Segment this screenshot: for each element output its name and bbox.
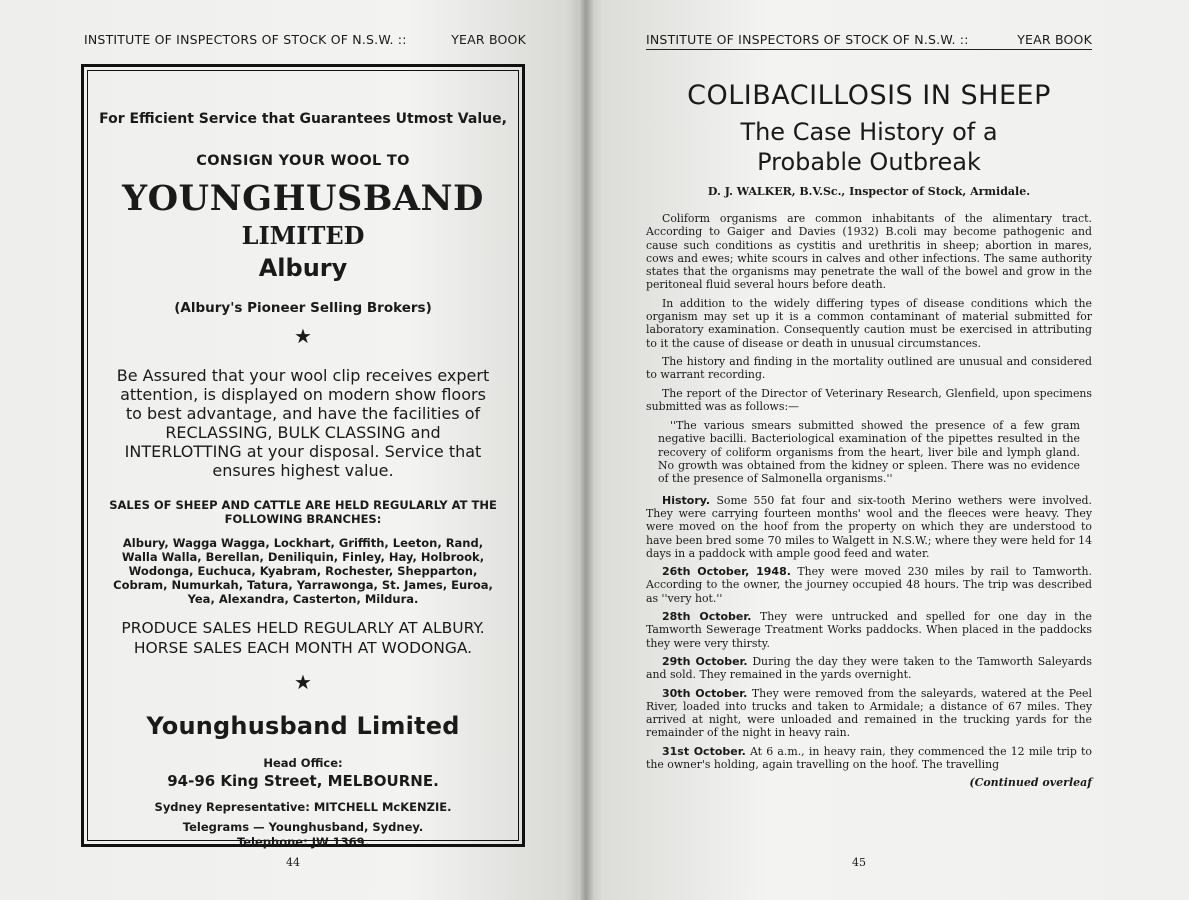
paragraph-lead: 31st October. — [662, 744, 746, 758]
ad-branches-list: Albury, Wagga Wagga, Lockhart, Griffith, Leeton, Rand, Walla Walla, Berellan, Deniliquin, Finley, Hay, Holbrook, Wodonga, Euchuca, Kyabram, Rochester, Shepparton, Cobram, Numurkah, Tatura, Yarrawonga, St. James, Euroa, Yea, Alexandra, Casterton, Mildura. — [113, 536, 493, 606]
ad-town: Albury — [258, 254, 348, 282]
paragraph: Coliform organisms are common inhabitants of the alimentary tract. According to Gaiger and Davies (1932) B.coli may become pathogenic and cause such conditions as cystitis and urethritis in sheep; abortion in mares, cows and ewes; white scours in calves and other infections. The same authority states that the organisms may penetrate the wall of the bowel and grow in the peritoneal fluid several hours before death. — [646, 212, 1092, 292]
article-body — [646, 212, 1092, 771]
ad-limited: LIMITED — [241, 221, 365, 250]
ad-company-name: YOUNGHUSBAND — [122, 178, 484, 219]
paragraph-date-entry — [646, 610, 1092, 650]
paragraph-text: Some 550 fat four and six-tooth Merino wethers were involved. They were carrying fourteen months' wool and the fleeces were heavy. They were moved on the hoof from the property on which they are understood to have been bred some 70 miles to Walgett in N.S.W.; where they were held for 14 days in a paddock with ample good feed and water. — [646, 493, 1092, 560]
paragraph-history — [646, 494, 1092, 560]
ad-produce-line-2: HORSE SALES EACH MONTH AT WODONGA. — [133, 639, 473, 657]
ad-sales-heading: SALES OF SHEEP AND CATTLE ARE HELD REGULARLY AT THE FOLLOWING BRANCHES: — [109, 498, 497, 526]
star-icon: ★ — [294, 670, 312, 694]
block-quote: ''The various smears submitted showed the presence of a few gram negative bacilli. Bacteriological examination of the pipettes resulted in the recovery of coliform organisms from the heart, liver bile and lymph gland. No growth was obtained from the kidney or spleen. There was no evidence of the presence of Salmonella organisms.'' — [658, 419, 1080, 486]
ad-pioneer-line: (Albury's Pioneer Selling Brokers) — [174, 300, 432, 316]
ad-body-text: Be Assured that your wool clip receives expert attention, is displayed on modern show floors to best advantage, and have the facilities of RECLASSING, BULK CLASSING and INTERLOTTING at your disposal. Service that ensures highest value. — [116, 366, 490, 480]
running-head-yearbook: YEAR BOOK — [1017, 32, 1092, 47]
article — [646, 70, 1092, 789]
article-subtitle-line-1: The Case History of a — [740, 118, 998, 146]
page-number-left: 44 — [286, 856, 300, 869]
running-head-yearbook: YEAR BOOK — [451, 32, 526, 47]
paragraph-text: At 6 a.m., in heavy rain, they commenced the 12 mile trip to the owner's holding, again travelling on the hoof. The travelling — [646, 744, 1092, 771]
paragraph: The history and finding in the mortality outlined are unusual and considered to warrant recording. — [646, 354, 1092, 382]
ad-consign-line: CONSIGN YOUR WOOL TO — [196, 153, 410, 169]
paragraph-lead: 30th October. — [662, 686, 748, 700]
ad-telegrams: Telegrams — Younghusband, Sydney. — [182, 820, 424, 834]
advertisement — [81, 64, 525, 847]
ad-head-office-label: Head Office: — [263, 756, 343, 770]
paragraph-lead: History. — [662, 493, 711, 507]
paragraph: The report of the Director of Veterinary Research, Glenfield, upon specimens submitted was as follows:— — [646, 386, 1092, 413]
running-head-institute: INSTITUTE OF INSPECTORS OF STOCK OF N.S.W. :: — [84, 32, 407, 47]
paragraph-date-entry — [646, 655, 1092, 682]
paragraph-text: They were moved 230 miles by rail to Tamworth. According to the owner, the journey occupied 48 hours. The trip was described as ''very hot.'' — [646, 565, 1093, 605]
ad-produce-line-1: PRODUCE SALES HELD REGULARLY AT ALBURY. — [121, 619, 485, 637]
paragraph-lead: 29th October. — [662, 654, 748, 668]
right-page — [584, 0, 1189, 900]
paragraph-text: During the day they were taken to the Tamworth Saleyards and sold. They remained in the yards overnight. — [646, 654, 1092, 682]
paragraph-date-entry — [646, 565, 1092, 605]
paragraph-lead: 28th October. — [662, 610, 752, 624]
ad-produce-sales — [88, 618, 518, 658]
ad-sydney-representative: Sydney Representative: MITCHELL McKENZIE. — [154, 800, 452, 814]
running-head-institute: INSTITUTE OF INSPECTORS OF STOCK OF N.S.W. :: — [646, 32, 969, 47]
page-number-right: 45 — [852, 856, 866, 869]
ad-footer-company-name: Younghusband Limited — [146, 712, 460, 740]
article-byline: D. J. WALKER, B.V.Sc., Inspector of Stock, Armidale. — [707, 185, 1031, 198]
ad-head-office-address: 94-96 King Street, MELBOURNE. — [167, 772, 439, 790]
paragraph-text: They were removed from the saleyards, watered at the Peel River, loaded into trucks and taken to Armidale; a distance of 67 miles. They arrived at night, were unloaded and remained in the trucking yards for the remainder of the night in heavy rain. — [646, 686, 1092, 740]
paragraph-date-entry — [646, 745, 1092, 772]
running-head-left-page — [84, 32, 526, 47]
advertisement-frame — [87, 70, 519, 849]
ad-lead-line: For Efficient Service that Guarantees Utmost Value, — [99, 111, 507, 127]
paragraph-date-entry — [646, 687, 1092, 740]
running-head-right-page — [646, 32, 1092, 50]
article-title: COLIBACILLOSIS IN SHEEP — [687, 80, 1051, 111]
book-gutter — [578, 0, 594, 900]
paragraph-lead: 26th October, 1948. — [662, 565, 791, 579]
paragraph: In addition to the widely differing types of disease conditions which the organism may set up it is a common contaminant of material submitted for laboratory examination. Consequently caution must be exercised in attributing to it the cause of disease or death in unusual circumstances. — [646, 296, 1092, 350]
continued-overleaf: (Continued overleaf — [969, 776, 1092, 790]
ad-telephone: Telephone: JW 1369. — [236, 835, 370, 849]
paragraph-text: They were untrucked and spelled for one day in the Tamworth Sewerage Treatment Works paddocks. When placed in the paddocks they were very thirsty. — [646, 610, 1092, 650]
left-page — [0, 0, 584, 900]
article-subtitle — [646, 117, 1092, 177]
article-subtitle-line-2: Probable Outbreak — [757, 148, 981, 176]
star-icon: ★ — [294, 324, 312, 348]
